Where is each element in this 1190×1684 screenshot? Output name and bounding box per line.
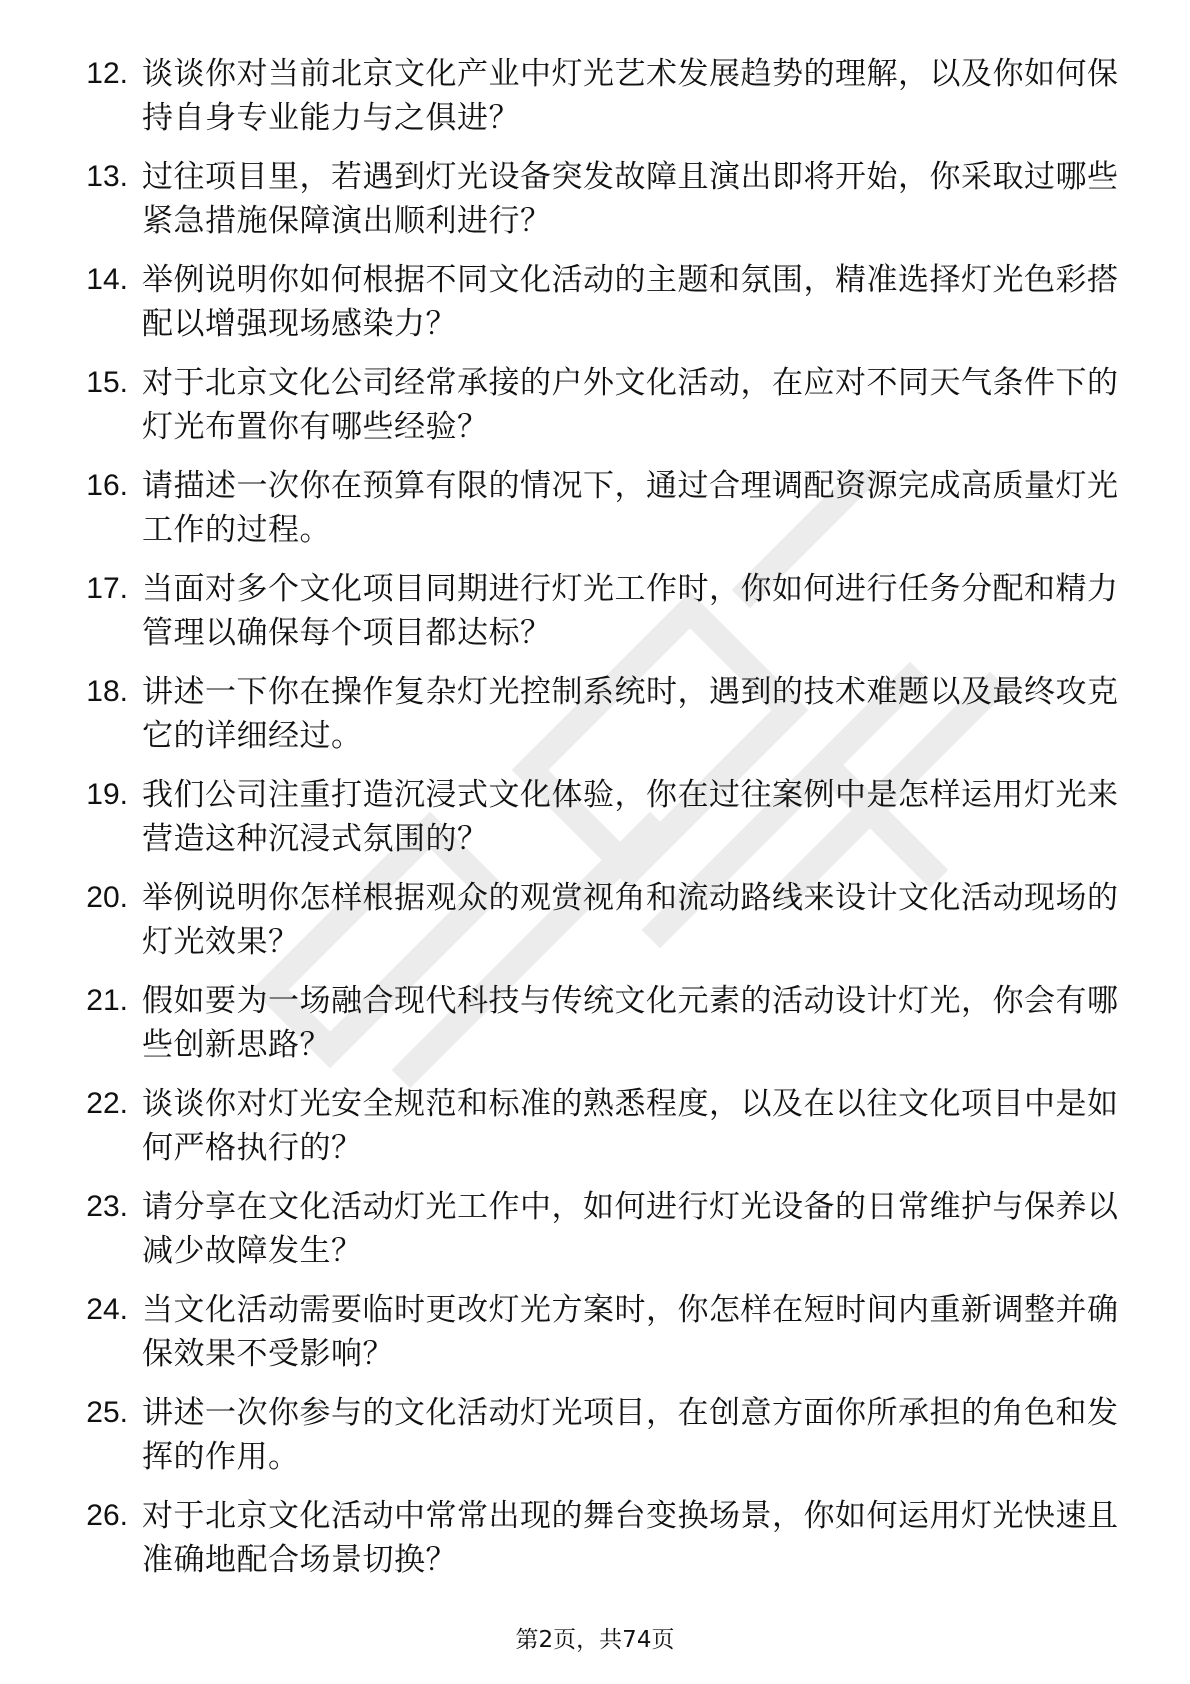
question-item [0,1185,1190,1288]
question-item [0,155,1190,258]
question-number: 20. [86,881,128,914]
question-text: 对于北京文化活动中常常出现的舞台变换场景，你如何运用灯光快速且准确地配合场景切换？ [142,1498,1119,1578]
question-item [0,464,1190,567]
question-item [0,979,1190,1082]
question-text: 当文化活动需要临时更改灯光方案时，你怎样在短时间内重新调整并确保效果不受影响？ [142,1292,1119,1372]
question-item [0,258,1190,361]
question-text: 过往项目里，若遇到灯光设备突发故障且演出即将开始，你采取过哪些紧急措施保障演出顺利进行？ [142,159,1119,239]
question-text: 对于北京文化公司经常承接的户外文化活动，在应对不同天气条件下的灯光布置你有哪些经验？ [142,365,1119,445]
question-number: 18. [86,675,128,708]
question-item [0,567,1190,670]
question-number: 15. [86,366,128,399]
question-item [0,1288,1190,1391]
question-item [0,1391,1190,1494]
question-item [0,1494,1190,1597]
question-number: 14. [86,263,128,296]
question-number: 17. [86,572,128,605]
question-item [0,876,1190,979]
page-footer: 第2页，共74页 [515,1627,675,1653]
question-number: 16. [86,469,128,502]
question-number: 12. [86,57,128,90]
question-text: 讲述一下你在操作复杂灯光控制系统时，遇到的技术难题以及最终攻克它的详细经过。 [142,674,1119,754]
question-text: 讲述一次你参与的文化活动灯光项目，在创意方面你所承担的角色和发挥的作用。 [142,1395,1119,1475]
question-item [0,1082,1190,1185]
question-number: 19. [86,778,128,811]
question-number: 26. [86,1499,128,1532]
question-text: 请分享在文化活动灯光工作中，如何进行灯光设备的日常维护与保养以减少故障发生？ [142,1189,1119,1269]
question-item [0,773,1190,876]
question-item [0,52,1190,155]
question-number: 22. [86,1087,128,1120]
question-text: 谈谈你对当前北京文化产业中灯光艺术发展趋势的理解，以及你如何保持自身专业能力与之俱进？ [142,56,1119,136]
question-text: 当面对多个文化项目同期进行灯光工作时，你如何进行任务分配和精力管理以确保每个项目都达标？ [142,571,1119,651]
question-number: 13. [86,160,128,193]
question-number: 24. [86,1293,128,1326]
question-text: 谈谈你对灯光安全规范和标准的熟悉程度，以及在以往文化项目中是如何严格执行的？ [142,1086,1119,1166]
question-text: 请描述一次你在预算有限的情况下，通过合理调配资源完成高质量灯光工作的过程。 [142,468,1119,548]
question-list [0,52,1190,1597]
question-item [0,670,1190,773]
question-number: 25. [86,1396,128,1429]
question-text: 我们公司注重打造沉浸式文化体验，你在过往案例中是怎样运用灯光来营造这种沉浸式氛围的？ [142,777,1119,857]
question-text: 举例说明你如何根据不同文化活动的主题和氛围，精准选择灯光色彩搭配以增强现场感染力？ [142,262,1119,342]
question-text: 假如要为一场融合现代科技与传统文化元素的活动设计灯光，你会有哪些创新思路？ [142,983,1119,1063]
question-item [0,361,1190,464]
question-number: 21. [86,984,128,1017]
question-number: 23. [86,1190,128,1223]
question-text: 举例说明你怎样根据观众的观赏视角和流动路线来设计文化活动现场的灯光效果？ [142,880,1119,960]
